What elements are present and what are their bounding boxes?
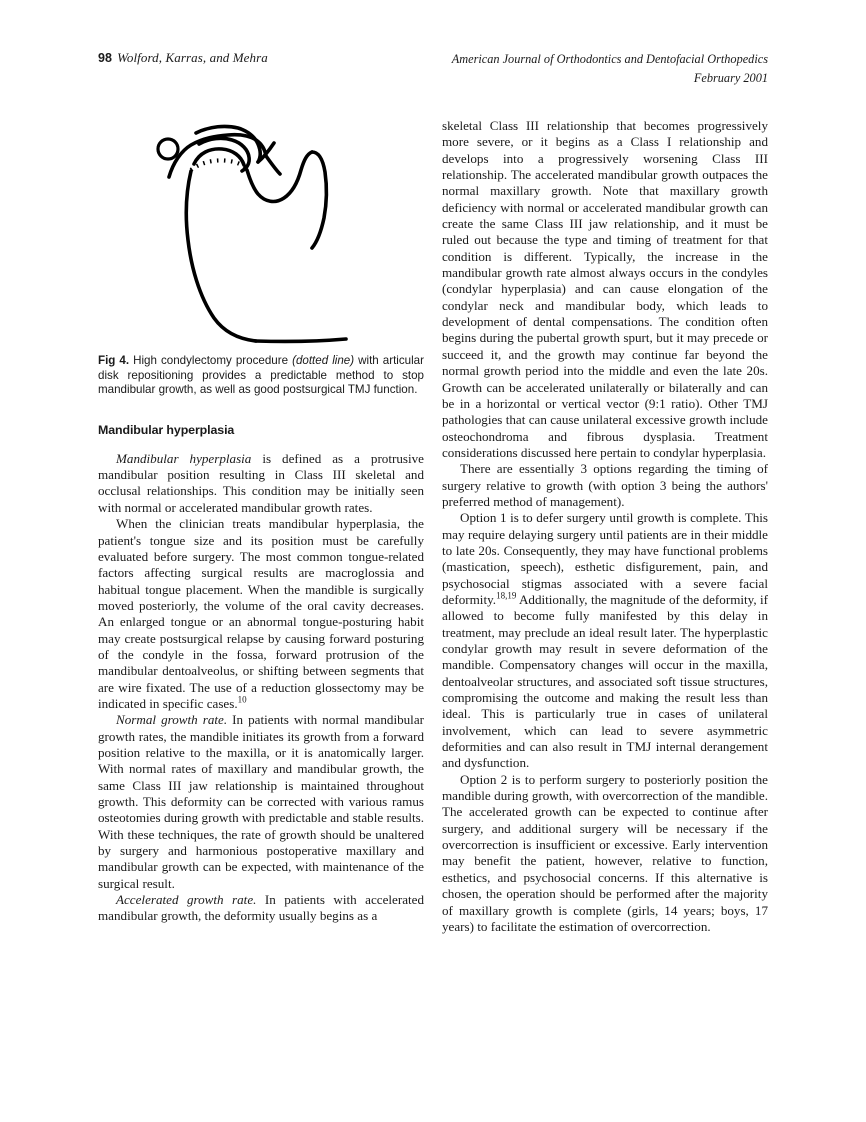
paragraph-option-1-part2: Additionally, the magnitude of the deformity, if allowed to become fully manifested by this delay in treatment, may preclude an ideal result later. The hyperplastic condylar growth may result in severe deformation of the mandible. Compensatory changes will occur in the maxilla, dentoalveolar structures, and associated soft tissue structures, compromising the outcome and making the result less than ideal. This is particularly true in cases of unilateral involvement, which can lead to severe asymmetric deformities and can also result in TMJ internal derangement and dysfunction. (442, 591, 768, 771)
condyle-head-contour (194, 149, 244, 165)
journal-title: American Journal of Orthodontics and Dentofacial Orthopedics (451, 52, 768, 66)
left-column (98, 118, 424, 925)
paragraph-option-2: Option 2 is to perform surgery to posteriorly position the mandible during growth, with overcorrection of the mandible. The accelerated growth can be expected to continue after surgery, and additional surgery will be necessary if the overcorrection is insufficient or excessive. Early intervention may benefit the patient, however, relative to function, esthetics, and psychosocial concerns. If this alternative is chosen, the operation should be performed after the majority of maxillary growth is complete (girls, 14 years; boys, 17 years) to facilitate the estimation of overcorrection. (442, 771, 768, 934)
running-head-authors: Wolford, Karras, and Mehra (117, 50, 268, 65)
dotted-osteotomy-line (191, 160, 247, 170)
reference-marker-18-19: 18,19 (496, 590, 517, 601)
paragraph-normal-growth-rate (98, 712, 424, 892)
coronoid-and-posterior-ramus (312, 152, 326, 248)
runin-heading-accelerated-growth-rate: Accelerated growth rate. (116, 892, 257, 908)
paragraph-normal-growth-text: In patients with normal mandibular growth rates, the mandible initiates its growth from a forward position relative to the maxilla, or it is anatomically larger. With normal rates of maxillary and mandibular growth, the same Class III jaw relationship is maintained throughout growth. This deformity can be corrected with various ramus osteotomies during growth with predictable and stable results. With these techniques, the rate of growth should be unaltered by surgery and harmonious postoperative maxillary and mandibular growth can be expected, with maintenance of the surgical result. (98, 712, 424, 891)
paragraph-definition (98, 451, 424, 516)
right-column (442, 118, 768, 935)
sigmoid-notch (247, 152, 312, 201)
paragraph-option-1 (442, 510, 768, 772)
figure-4-caption (98, 354, 424, 398)
paragraph-option-1-part1: Option 1 is to defer surgery until growth is complete. This may require delaying surgery until patients are in their middle to late 20s. Consequently, they may have functional problems (mastication, speech), esthetic disfigurement, pain, and psychosocial stigmas associated with a severe facial deformity. (442, 510, 768, 607)
page-number: 98 (98, 51, 113, 65)
section-heading-mandibular-hyperplasia: Mandibular hyperplasia (98, 422, 235, 437)
paragraph-accelerated-growth-text: In patients with accelerated mandibular growth, the deformity usually begins as a (98, 892, 425, 924)
term-mandibular-hyperplasia: Mandibular hyperplasia (116, 450, 252, 466)
paragraph-definition-text: is defined as a protrusive mandibular position resulting in Class III skeletal and occlusal relationships. This condition may be initially seen with normal or accelerated mandibular growth rates. (98, 450, 424, 515)
figure-4-illustration (98, 118, 424, 346)
temporal-bone-outline (169, 135, 266, 177)
paragraph-tongue-text: When the clinician treats mandibular hyperplasia, the patient's tongue size and its position must be carefully evaluated before surgery. The most common tongue-related factors affecting surgical results are macroglossia and habitual tongue placement. When the mandible is surgically moved posteriorly, the volume of the oral cavity decreases. An enlarged tongue or an abnormal tongue-posturing habit may create postsurgical relapse by causing forward posturing of the condyle in the fossa, forward protrusion of the mandibular dentoalveolus, or shifting between segments that are wire fixated. The use of a reduction glossectomy may be indicated in specific cases. (98, 516, 424, 711)
paragraph-three-options: There are essentially 3 options regarding the timing of surgery relative to growth (with option 3 being the authors' preferred method of management). (442, 461, 768, 509)
issue-date: February 2001 (693, 71, 768, 86)
running-head-right (452, 50, 768, 88)
mandible-inferior-border (256, 339, 346, 341)
paragraph-class-iii-continuation: skeletal Class III relationship that becomes progressively more severe, or it begins as a Class I relationship and develops into a progressively worsening Class III relationship. The accelerated mandibular growth outpaces the normal maxillary growth. Note that maxillary growth deficiency with normal or accelerated mandibular growth can create the same Class III jaw relationship, and it must be ruled out because the type and timing of treatment for that condition is different. Typically, the increase in the mandibular growth rate almost always occurs in the condyles (condylar hyperplasia) and can cause elongation of the condylar neck and mandibular body, which leads to development of dental compensations. The condition often begins during the pubertal growth spurt, but it may precede or succeed it, and the growth may continue far beyond the normal growth period into the middle and even the late 20s. Growth can be accelerated unilaterally or bilaterally and can be in a horizontal or vertical vector (9:1 ratio). Other TMJ pathologies that can cause unilateral excessive growth include osteochondroma and fibrous dysplasia. Treatment considerations discussed here pertain to condylar hyperplasia. (442, 118, 768, 460)
ramus-anterior-border (186, 171, 256, 341)
figure-caption-part2: with articular disk repositioning provides a predictable method to stop mandibular growth, as well as good postsurgical TMJ function. (98, 354, 424, 397)
reference-marker-10: 10 (237, 694, 247, 705)
articular-eminence (266, 156, 280, 174)
figure-label: Fig 4. (98, 354, 130, 367)
left-column-body (98, 451, 424, 925)
running-head (98, 50, 768, 96)
articular-disk-inner-band (199, 138, 249, 171)
figure-caption-emphasis: (dotted line) (292, 354, 355, 367)
right-column-body (442, 118, 768, 935)
running-head-left (98, 50, 268, 66)
paragraph-accelerated-growth-rate (98, 892, 424, 925)
runin-heading-normal-growth-rate: Normal growth rate. (116, 712, 228, 728)
mandible-tmj-line-drawing (98, 118, 424, 346)
paragraph-tongue-considerations (98, 516, 424, 712)
figure-caption-part1: High condylectomy procedure (129, 354, 293, 367)
foramen-circle (158, 139, 178, 159)
